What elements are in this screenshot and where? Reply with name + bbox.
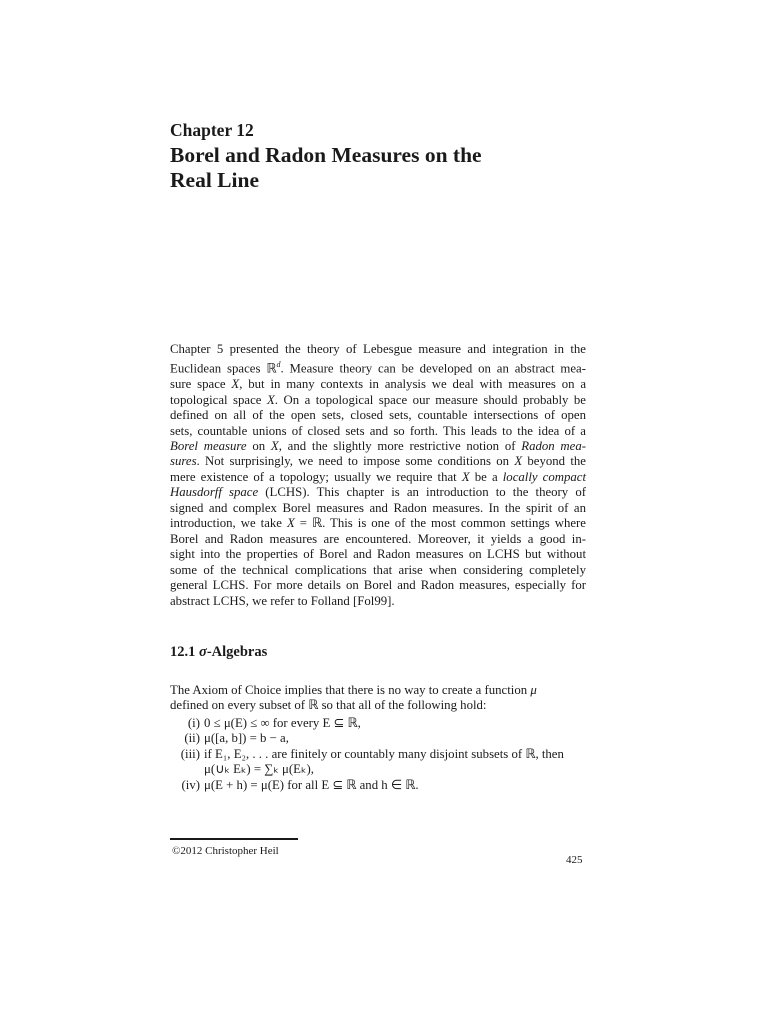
- property-list: [170, 716, 590, 793]
- list-label: (i): [187, 716, 200, 730]
- list-text: if E₁, E₂, . . . are finitely or countably many disjoint subsets of ℝ, then: [204, 746, 564, 761]
- emphasis-radon-measures: Radon mea-: [521, 438, 586, 453]
- list-label: (iv): [181, 777, 200, 792]
- intro-line: signed and complex Borel measures and Radon measures. In the spirit of an: [170, 500, 586, 515]
- intro-line: Borel measure on X, and the slightly more restrictive notion of Radon mea-: [170, 438, 586, 453]
- list-label: (iii): [180, 746, 200, 761]
- copyright-notice: ©2012 Christopher Heil: [172, 845, 279, 857]
- list-text: μ(E + h) = μ(E) for all E ⊆ ℝ and h ∈ ℝ.: [204, 777, 419, 792]
- list-text: 0 ≤ μ(E) ≤ ∞ for every E ⊆ ℝ,: [204, 716, 361, 730]
- intro-line: abstract LCHS, we refer to Folland [Fol99].: [170, 593, 395, 608]
- intro-line: Euclidean spaces ℝ$^d$. Measure theory can be developed on an abstract mea-: [170, 360, 586, 376]
- list-item: [170, 778, 590, 793]
- list-item: [170, 716, 590, 731]
- emphasis-locally-compact: locally compact: [502, 469, 587, 484]
- intro-line: Borel and Radon measures are encountered. Moreover, it yields a good in-: [170, 531, 586, 546]
- chapter-title-line-1: Borel and Radon Measures on the: [170, 143, 482, 167]
- footnote-rule: [170, 838, 298, 840]
- chapter-label: Chapter 12: [170, 120, 254, 140]
- intro-line: mere existence of a topology; usually we require that X be a locally compact: [170, 469, 587, 484]
- section-sigma: σ: [199, 644, 207, 660]
- section-heading: [170, 644, 267, 661]
- intro-line: topological space X. On a topological space our measure should probably be: [170, 392, 586, 407]
- intro-line: sight into the properties of Borel and Radon measures on LCHS but without: [170, 547, 586, 562]
- intro-line: Hausdorff space (LCHS). This chapter is an introduction to the theory of: [170, 485, 586, 500]
- chapter-title: [170, 143, 590, 193]
- list-text: μ([a, b]) = b − a,: [204, 731, 289, 746]
- section-title: -Algebras: [206, 644, 268, 660]
- section-paragraph: [170, 683, 586, 714]
- intro-paragraph: [170, 342, 586, 609]
- page-number: 425: [566, 854, 583, 866]
- intro-line: Chapter 5 presented the theory of Lebesgue measure and integration in the: [170, 342, 586, 356]
- list-item: [170, 747, 590, 762]
- emphasis-hausdorff-space: Hausdorff space: [170, 485, 259, 500]
- intro-line: defined on all of the open sets, closed sets, countable intersections of open: [170, 408, 586, 423]
- intro-line: some of the technical complications that arise when considering completely: [170, 562, 586, 577]
- section-number: 12.1: [170, 644, 196, 660]
- intro-line: introduction, we take X = ℝ. This is one of the most common settings where: [170, 516, 586, 531]
- section-line: The Axiom of Choice implies that there is no way to create a function μ: [170, 683, 537, 697]
- chapter-title-line-2: Real Line: [170, 168, 259, 192]
- intro-line: sure space X, but in many contexts in analysis we deal with measures on a: [170, 377, 587, 392]
- intro-line: general LCHS. For more details on Borel and Radon measures, especially for: [170, 578, 586, 593]
- list-text-continuation: μ(∪ₖ Eₖ) = ∑ₖ μ(Eₖ),: [204, 762, 314, 777]
- list-item: [170, 731, 590, 746]
- intro-line: sets, countable unions of closed sets and so forth. This leads to the idea of a: [170, 423, 586, 438]
- intro-line: sures. Not surprisingly, we need to impose some conditions on X beyond the: [170, 454, 586, 469]
- list-label: (ii): [184, 731, 200, 746]
- section-line: defined on every subset of ℝ so that all of the following hold:: [170, 698, 487, 713]
- emphasis-borel-measure: Borel measure: [170, 438, 247, 453]
